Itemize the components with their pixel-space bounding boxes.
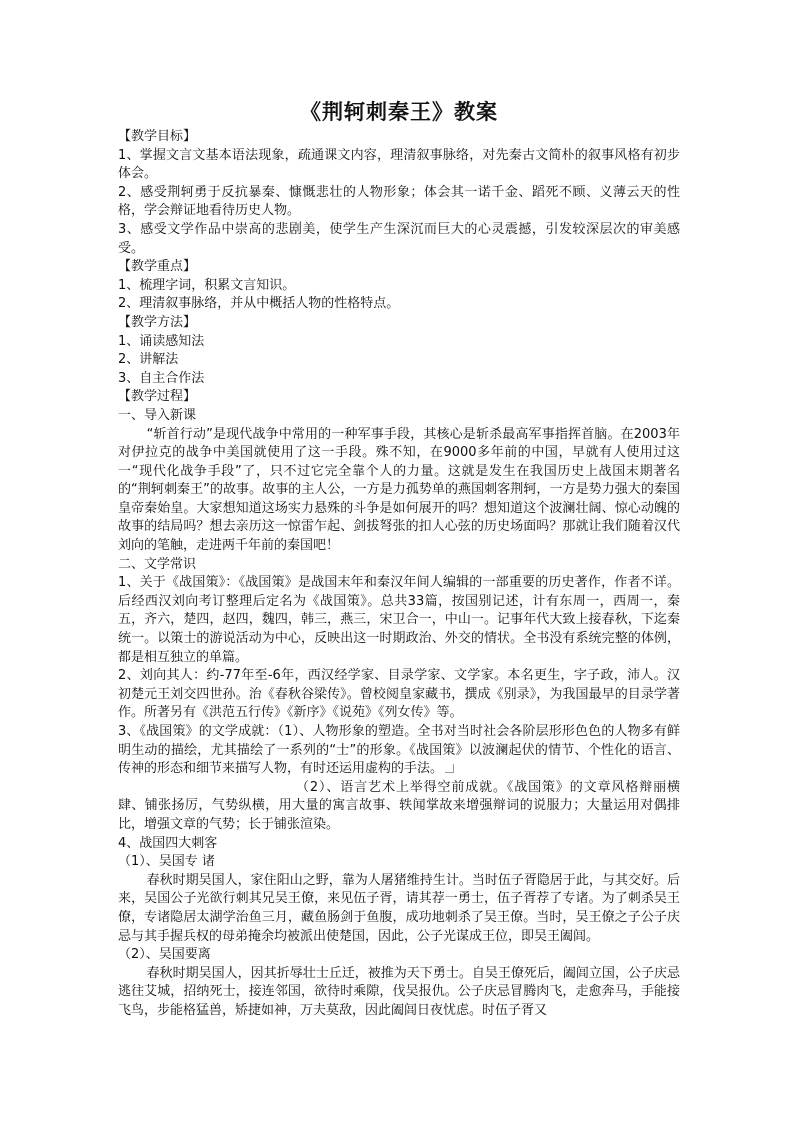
paragraph-mark-icon <box>445 764 454 773</box>
document-page <box>118 98 680 1021</box>
goal-item: 2、感受荆轲勇于反抗暴秦、慷慨悲壮的人物形象；体会其一诺千金、蹈死不顾、义薄云天的性格，学会辩证地看待历史人物。 <box>118 184 680 219</box>
subheading-literature: 二、文学常识 <box>118 556 197 572</box>
method-item: 1、诵读感知法 <box>118 333 205 349</box>
method-item: 3、自主合作法 <box>118 370 205 386</box>
section-heading-process: 【教学过程】 <box>118 389 197 405</box>
assassin-heading: （2）、吴国要离 <box>118 947 211 963</box>
section-heading-key-points: 【教学重点】 <box>118 259 197 275</box>
key-point-item: 1、梳理字词，积累文言知识。 <box>118 277 296 293</box>
key-point-item: 2、理清叙事脉络，并从中概括人物的性格特点。 <box>118 296 400 312</box>
literature-text-3a: 3、《战国策》的文学成就：（1）、人物形象的塑造。全书对当时社会各阶层形形色色的人物多有鲜明生动的描绘，尤其描绘了一系列的“士”的形象。《战国策》以波澜起伏的情节、个性化的语言、传神的形态和细节来描写人物，有时还运用虚构的手法。 <box>118 724 680 777</box>
goal-item: 3、感受文学作品中崇高的悲剧美，使学生产生深沉而巨大的心灵震撼，引发较深层次的审美感受。 <box>118 221 680 256</box>
section-heading-methods: 【教学方法】 <box>118 314 197 330</box>
literature-3b-lead: （2）、语言艺术上举得空前成就。 <box>296 779 507 795</box>
intro-paragraph: “斩首行动”是现代战争中常用的一种军事手段，其核心是斩杀最高军事指挥首脑。在2003年对伊拉克的战争中美国就使用了这一手段。殊不知，在9000多年前的中国，早就有人使用过这一“现代化战争手段”了，只不过它完全靠个人的力量。这就是发生在我国历史上战国末期著名的“荆轲刺秦王”的故事。故事的主人公，一方是力孤势单的燕国刺客荆轲，一方是势力强大的秦国皇帝秦始皇。大家想知道这场实力悬殊的斗争是如何展开的吗？想知道这个波澜壮阔、惊心动魄的故事的结局吗？想去亲历这一惊雷乍起、剑拔弩张的扣人心弦的历史场面吗？那就让我们随着汉代刘向的笔触，走进两千年前的秦国吧！ <box>118 426 680 554</box>
subheading-intro: 一、导入新课 <box>118 407 197 423</box>
document-title: 《荆轲刺秦王》教案 <box>300 99 498 124</box>
literature-paragraph-2: 2、刘向其人：约-77年至-6年，西汉经学家、目录学家、文学家。本名更生，字子政，沛人。汉初楚元王刘交四世孙。治《春秋谷梁传》。曾校阅皇家藏书，撰成《别录》，为我国最早的目录学著作。所著另有《洪范五行传》《新序》《说苑》《列女传》等。 <box>118 668 680 721</box>
goal-item: 1、掌握文言文基本语法现象，疏通课文内容，理清叙事脉络，对先秦古文简朴的叙事风格有初步体会。 <box>118 147 680 182</box>
literature-paragraph-3a <box>118 723 680 779</box>
section-heading-goals: 【教学目标】 <box>118 129 197 144</box>
literature-paragraph-4: 4、战国四大刺客 <box>118 835 218 851</box>
method-item: 2、讲解法 <box>118 352 179 368</box>
assassin-paragraph: 春秋时期吴国人，因其折辱壮士丘迁，被推为天下勇士。自吴王僚死后，阖闾立国，公子庆忌逃往艾城，招纳死士，接连邻国，欲待时乘隙，伐吴报仇。公子庆忌冒腾肉飞，走愈奔马，手能接飞鸟，步能格猛兽，矫捷如神，万夫莫敌，因此阖闾日夜忧虑。时伍子胥又 <box>118 965 680 1018</box>
assassin-paragraph: 春秋时期吴国人，家住阳山之野，靠为人屠猪维持生计。当时伍子胥隐居于此，与其交好。后来，吴国公子光欲行刺其兄吴王僚，来见伍子胥，请其荐一勇士，伍子胥荐了专诸。为了刺杀吴王僚，专诸隐居太湖学治鱼三月，藏鱼肠剑于鱼腹，成功地刺杀了吴王僚。当时，吴王僚之子公子庆忌与其手握兵权的母弟掩余均被派出使楚国，因此，公子光谋成王位，即吴王阖闾。 <box>118 872 680 944</box>
literature-paragraph-3b <box>118 779 680 835</box>
literature-paragraph-1: 1、关于《战国策》：《战国策》是战国末年和秦汉年间人编辑的一部重要的历史著作，作者不详。后经西汉刘向考订整理后定名为《战国策》。总共33篇，按国别记述，计有东周一，西周一，秦五，齐六，楚四，赵四，魏四，韩三，燕三，宋卫合一，中山一。记事年代大致上接春秋，下迄秦统一。以策士的游说活动为中心，反映出这一时期政治、外交的情状。全书没有系统完整的体例，都是相互独立的单篇。 <box>118 575 680 665</box>
literature-3b-rest: 《战国策》的文章风格辩丽横肆、铺张扬厉，气势纵横，用大量的寓言故事、轶闻掌故来增强辩词的说服力；大量运用对偶排比，增强文章的气势；长于铺张渲染。 <box>118 779 680 832</box>
assassin-heading: （1）、吴国专 诸 <box>118 854 215 870</box>
